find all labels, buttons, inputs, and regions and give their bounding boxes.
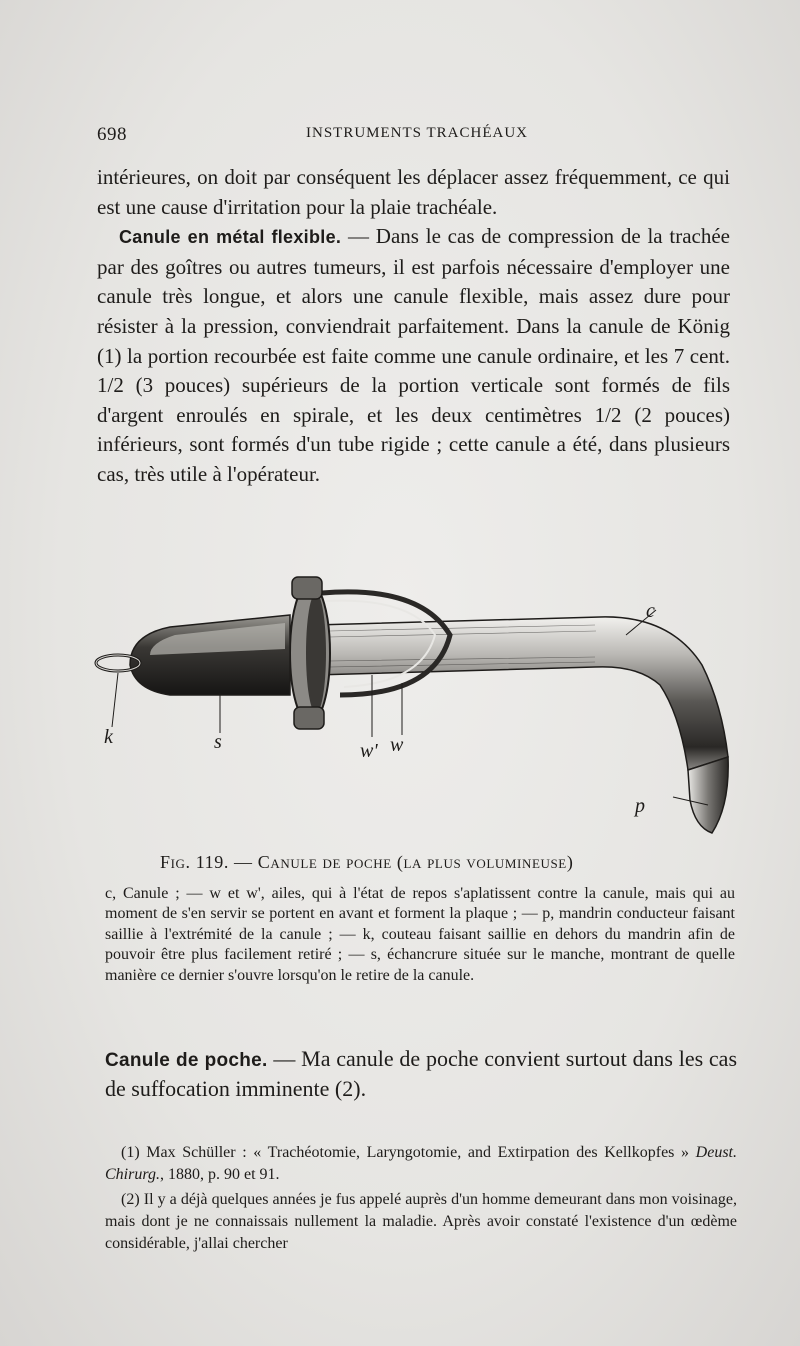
page-header xyxy=(97,124,737,154)
footnote-2: (2) Il y a déjà quelques années je fus appelé auprès d'un homme demeurant dans mon voisinage, mais dont je ne connaissais nullement la maladie. Après avoir constaté l'existence d'un œdème considérable, j'allai chercher xyxy=(105,1191,737,1252)
section-paragraph xyxy=(105,1045,737,1103)
footnotes xyxy=(105,1142,737,1255)
paragraph: intérieures, on doit par conséquent les déplacer assez fréquemment, ce qui est une cause d'irritation pour la plaie trachéale. xyxy=(97,165,730,219)
footnote-text: (1) Max Schüller : « Trachéotomie, Laryngotomie, and Extirpation des Kellkopfes » xyxy=(121,1144,696,1161)
section-paragraph xyxy=(97,222,730,489)
label-p: p xyxy=(635,795,645,817)
body-text xyxy=(97,163,730,490)
label-w-prime: w' xyxy=(360,740,378,762)
figure-legend: c, Canule ; — w et w', ailes, qui à l'état de repos s'aplatissent contre la canule, mais qui au moment de s'en servir se portent en avant et forment la plaque ; — p, mandrin conducteur faisant saillie à l'extrémité de la canule ; — k, couteau faisant saillie en dehors du mandrin afin de pouvoir être plus facilement retiré ; — s, échancrure située sur le manche, montrant de quelle manière ce dernier s'ouvre lorsqu'on le retire de la canule. xyxy=(105,885,735,984)
section-text: — Dans le cas de compression de la trachée par des goîtres ou autres tumeurs, il est parfois nécessaire d'employer une canule très longue, et alors une canule flexible, mais assez dure pour résister à la pression, conviendrait parfaitement. Dans la canule de König (1) la portion recourbée est faite comme une canule ordinaire, et les 7 cent. 1/2 (3 pouces) supérieurs de la portion verticale sont formés de fils d'argent enroulés en spirale, et les deux centimètres 1/2 (2 pouces) inférieurs, sont formés d'un tube rigide ; cette canule a été, dans plusieurs cas, très utile à l'opérateur. xyxy=(97,224,731,486)
label-s: s xyxy=(214,731,222,753)
label-k: k xyxy=(104,726,113,748)
label-c: c xyxy=(646,600,655,622)
section-heading: Canule en métal flexible. xyxy=(119,227,342,248)
page-number: 698 xyxy=(97,124,127,145)
cannula-illustration xyxy=(90,565,740,845)
mandrin-tip xyxy=(688,757,728,833)
section-heading: Canule de poche. xyxy=(105,1050,268,1071)
label-w: w xyxy=(390,734,404,756)
footnote-text: , 1880, p. 90 et 91. xyxy=(159,1166,280,1183)
figure-caption: Fig. 119. — Canule de poche (la plus volumineuse) xyxy=(160,852,574,872)
footnote-reference: Deust. Chirurg. xyxy=(105,1144,737,1183)
footnote-1 xyxy=(105,1142,737,1186)
section-text: — Ma canule de poche convient surtout dans les cas de suffocation imminente (2). xyxy=(105,1046,738,1101)
running-title: INSTRUMENTS TRACHÉAUX xyxy=(306,125,528,141)
